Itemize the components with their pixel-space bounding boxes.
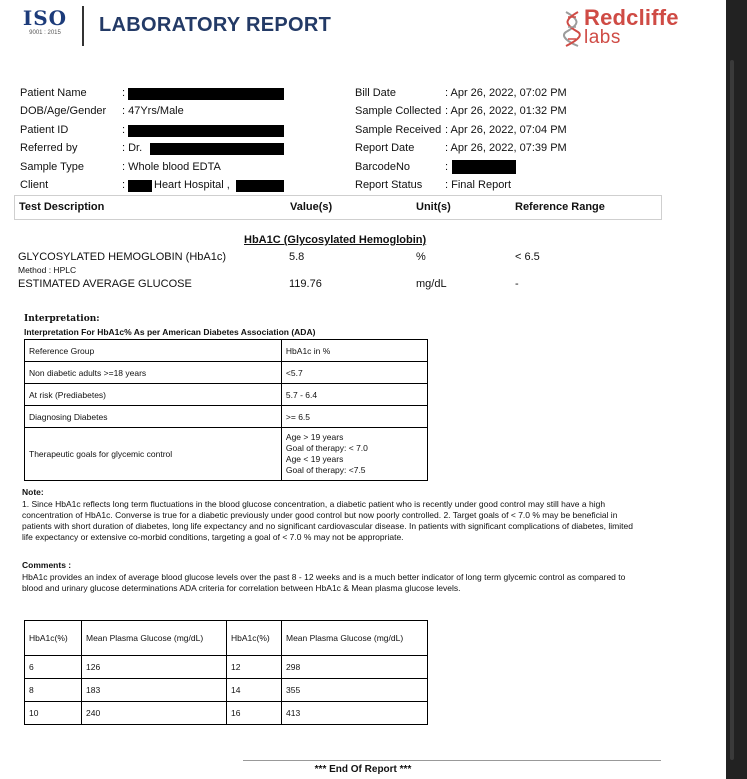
results-header-row [14, 195, 662, 220]
table-header-cell: Reference Group [25, 340, 282, 362]
result-value: 5.8 [289, 251, 305, 263]
redaction-box [236, 180, 284, 192]
table-cell [281, 428, 427, 481]
dna-icon [562, 8, 584, 48]
comments-label: Comments : [22, 560, 72, 570]
client-colon: : [122, 179, 126, 191]
sample-collected-value: : Apr 26, 2022, 01:32 PM [445, 105, 567, 117]
result-value: 119.76 [289, 278, 322, 290]
table-cell: 298 [282, 656, 428, 679]
patient-name-colon: : [122, 87, 126, 99]
table-cell: At risk (Prediabetes) [25, 384, 282, 406]
ada-interpretation-table [24, 339, 428, 481]
header-divider [82, 6, 84, 46]
result-test-name: GLYCOSYLATED HEMOGLOBIN (HbA1c) [18, 251, 227, 263]
table-header-cell: HbA1c(%) [25, 621, 82, 656]
redaction-box [452, 160, 516, 174]
table-cell: 16 [227, 702, 282, 725]
table-row [25, 656, 428, 679]
report-title: LABORATORY REPORT [99, 14, 332, 36]
scrollbar-thumb[interactable] [730, 60, 734, 760]
header-values: Value(s) [290, 201, 333, 213]
result-range: - [515, 278, 519, 290]
end-of-report: *** End Of Report *** [314, 764, 412, 775]
header-reference-range: Reference Range [515, 201, 605, 213]
report-status-label: Report Status [355, 179, 423, 191]
patient-id-label: Patient ID [20, 124, 69, 136]
header-test-description: Test Description [19, 201, 105, 213]
table-row [25, 679, 428, 702]
table-row [25, 362, 428, 384]
table-row [25, 406, 428, 428]
header-units: Unit(s) [416, 201, 451, 213]
result-unit: % [416, 251, 426, 263]
interpretation-subtitle: Interpretation For HbA1c% As per American Diabetes Association (ADA) [24, 327, 316, 337]
bill-date-value: : Apr 26, 2022, 07:02 PM [445, 87, 567, 99]
dob-label: DOB/Age/Gender [20, 105, 107, 117]
dob-value: : 47Yrs/Male [122, 105, 184, 117]
client-value: Heart Hospital , [154, 179, 230, 191]
patient-id-colon: : [122, 124, 126, 136]
table-row [25, 428, 428, 481]
table-row [25, 340, 428, 362]
sample-received-value: : Apr 26, 2022, 07:04 PM [445, 124, 567, 136]
therapeutic-line: Goal of therapy: < 7.0 [285, 443, 368, 453]
table-row [25, 621, 428, 656]
section-title: HbA1C (Glycosylated Hemoglobin) [244, 234, 427, 246]
table-header-cell: Mean Plasma Glucose (mg/dL) [82, 621, 227, 656]
table-row [25, 384, 428, 406]
therapeutic-line: Age < 19 years [285, 454, 344, 464]
referred-label: Referred by [20, 142, 78, 154]
result-method: Method : HPLC [18, 265, 77, 275]
sample-type-value: : Whole blood EDTA [122, 161, 221, 173]
table-cell: 413 [282, 702, 428, 725]
therapeutic-line: Age > 19 years [285, 432, 344, 442]
iso-logo [22, 6, 68, 46]
table-cell: 8 [25, 679, 82, 702]
plasma-glucose-table [24, 620, 428, 725]
result-range: < 6.5 [515, 251, 540, 263]
table-cell: 126 [82, 656, 227, 679]
result-unit: mg/dL [416, 278, 447, 290]
table-cell: Non diabetic adults >=18 years [25, 362, 282, 384]
barcode-colon: : [445, 161, 449, 173]
logo-text-redcliffe: Redcliffe [584, 5, 679, 30]
redaction-box [128, 180, 152, 192]
redaction-box [128, 88, 284, 100]
redaction-box [128, 125, 284, 137]
iso-logo-text: ISO [22, 6, 68, 30]
table-cell: Therapeutic goals for glycemic control [25, 428, 282, 481]
referred-value: : Dr. [122, 142, 143, 154]
table-cell: 240 [82, 702, 227, 725]
table-header-cell: HbA1c in % [281, 340, 427, 362]
scrollbar-track[interactable] [726, 0, 747, 779]
patient-name-label: Patient Name [20, 87, 87, 99]
comments-text: HbA1c provides an index of average blood glucose levels over the past 8 - 12 weeks and is a much better indicator of long term glycemic control as compared to blood and urinary glucose determinations ADA criteria for correlation between HbA1c & Mean plasma glucose levels. [22, 572, 626, 593]
sample-received-label: Sample Received [355, 124, 442, 136]
table-cell: 5.7 - 6.4 [281, 384, 427, 406]
table-header-cell: HbA1c(%) [227, 621, 282, 656]
footer-divider [243, 760, 661, 761]
barcode-label: BarcodeNo [355, 161, 411, 173]
result-test-name: ESTIMATED AVERAGE GLUCOSE [18, 278, 192, 290]
table-cell: 10 [25, 702, 82, 725]
table-cell: 6 [25, 656, 82, 679]
table-cell: 14 [227, 679, 282, 702]
table-cell: 355 [282, 679, 428, 702]
table-cell: Diagnosing Diabetes [25, 406, 282, 428]
sample-collected-label: Sample Collected [355, 105, 442, 117]
note-label: Note: [22, 487, 44, 497]
report-status-value: : Final Report [445, 179, 512, 191]
redaction-box [150, 143, 284, 155]
table-row [25, 702, 428, 725]
logo-text-labs: labs [584, 27, 621, 48]
therapeutic-line: Goal of therapy: <7.5 [285, 465, 366, 475]
table-cell: 12 [227, 656, 282, 679]
report-date-label: Report Date [355, 142, 415, 154]
table-cell: 183 [82, 679, 227, 702]
table-header-cell: Mean Plasma Glucose (mg/dL) [282, 621, 428, 656]
redcliffe-logo [562, 6, 692, 50]
note-text: 1. Since HbA1c reflects long term fluctuations in the blood glucose concentration, a diabetic patient who is recently under good control may still have a high concentration of HbA1c. Converse is true for a diabetic previously under good control but now poorly controlled. 2. Target goals of < 7.0 % may be beneficial in patients with short duration of diabetes, long life expectancy and no significant cardiovascular disease. In patients with significant complications of diabetes, limited life expectancy or extensive co-morbid conditions, targeting a goal of < 7.0 % may not be appropriate. [22, 499, 633, 542]
client-label: Client [20, 179, 49, 191]
interpretation-title: Interpretation: [24, 314, 100, 324]
table-cell: <5.7 [281, 362, 427, 384]
iso-logo-subtext: 9001 : 2015 [29, 30, 61, 36]
table-cell: >= 6.5 [281, 406, 427, 428]
bill-date-label: Bill Date [355, 87, 396, 99]
report-date-value: : Apr 26, 2022, 07:39 PM [445, 142, 567, 154]
sample-type-label: Sample Type [20, 161, 85, 173]
